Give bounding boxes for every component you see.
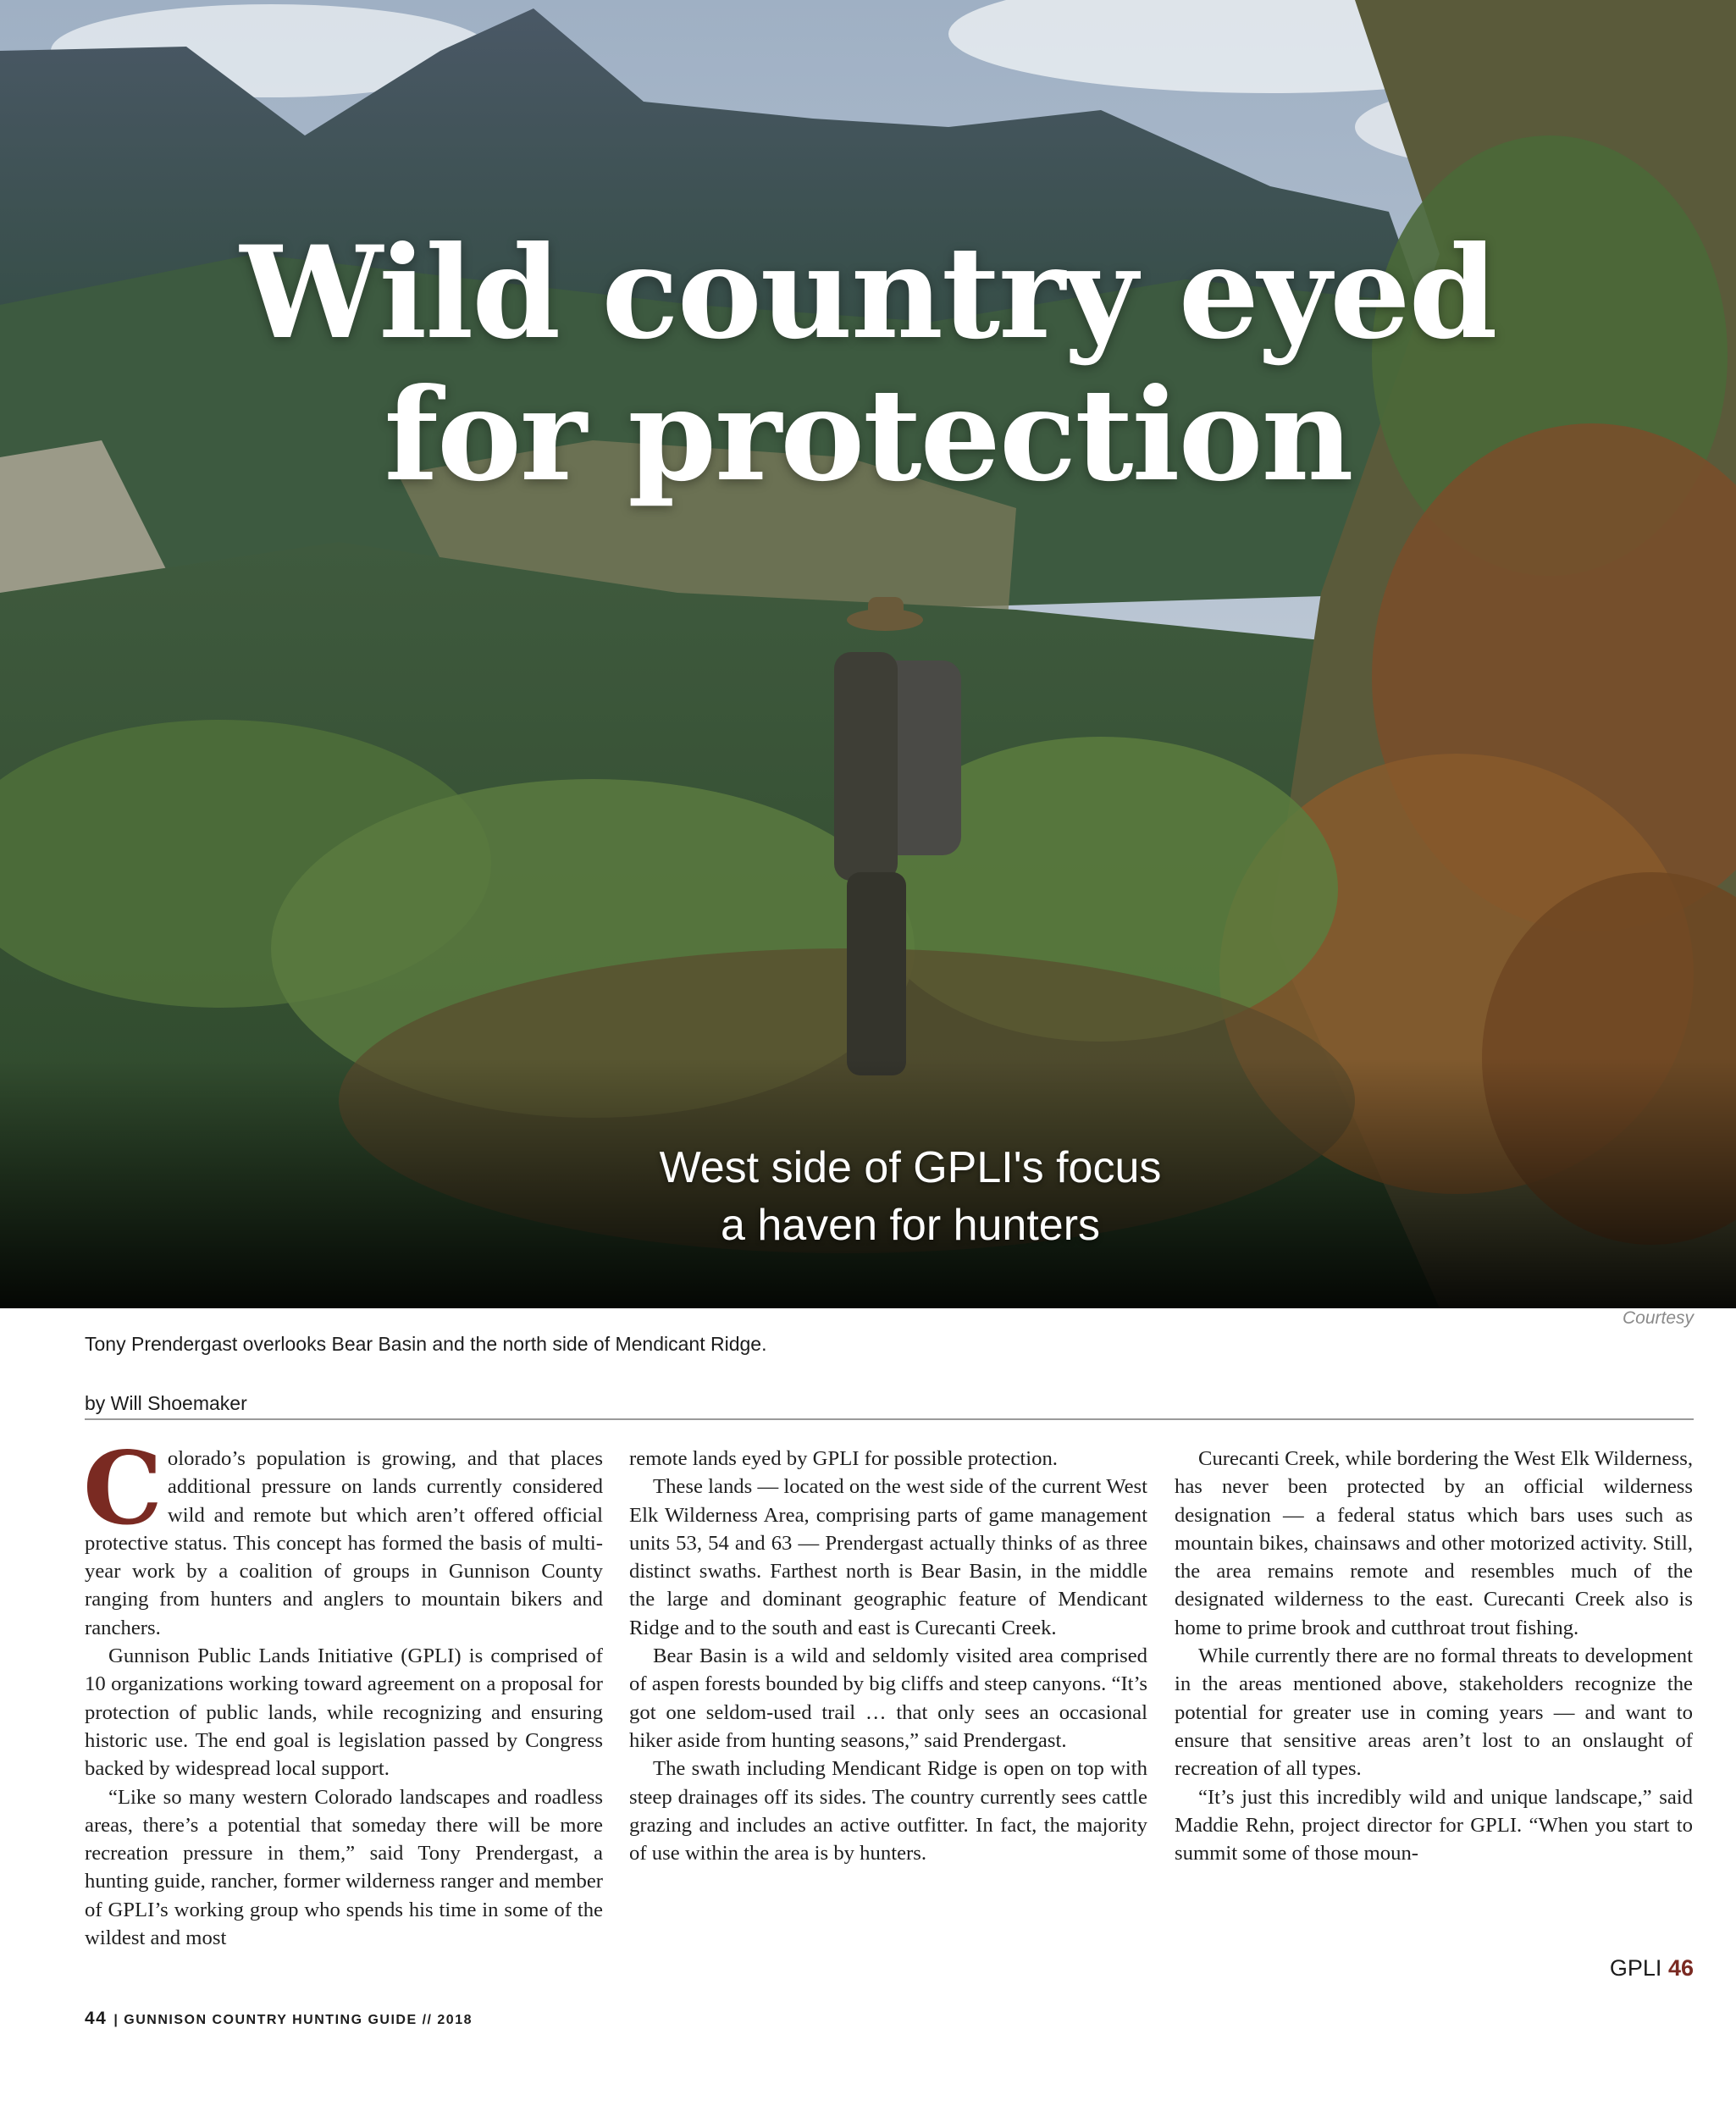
photo-credit: Courtesy bbox=[1622, 1308, 1694, 1328]
photo-caption: Tony Prendergast overlooks Bear Basin and the north side of Mendicant Ridge. bbox=[85, 1333, 767, 1355]
page-footer bbox=[85, 2009, 473, 2029]
paragraph: While currently there are no formal threats to development in the areas mentioned above, stakeholders recognize the potential for greater use in coming years — and want to ensure that sensitive areas aren’t lost to an onslaught of recreation of all types. bbox=[1175, 1644, 1693, 1781]
publication-name: | GUNNISON COUNTRY HUNTING GUIDE // 2018 bbox=[113, 2013, 473, 2027]
paragraph-text: olorado’s population is growing, and that places additional pressure on lands currently considered wild and remote but which aren’t offered official protective status. This concept has formed the basis of multi-year work by a coalition of groups in Gunnison County ranging from hunters and anglers to mountain bikers and ranchers. bbox=[85, 1447, 603, 1639]
paragraph: These lands — located on the west side of the current West Elk Wilderness Area, comprising parts of game management units 53, 54 and 63 — Prendergast actually thinks of as three distinct swaths. Farthest north is Bear Basin, in the middle the large and dominant geographic feature of Mendicant Ridge and to the south and east is Curecanti Creek. bbox=[629, 1475, 1147, 1639]
paragraph: “Like so many western Colorado landscapes and roadless areas, there’s a potential that someday there will be more recreation pressure in them,” said Tony Prendergast, a hunting guide, rancher, former wilderness ranger and member of GPLI’s working group who spends his time in some of the wildest and most bbox=[85, 1785, 603, 1950]
subheadline-line-2: a haven for hunters bbox=[720, 1201, 1101, 1250]
drop-cap: C bbox=[83, 1429, 163, 1547]
paragraph: Bear Basin is a wild and seldomly visited area comprised of aspen forests bounded by big cliffs and steep canyons. “It’s got one seldom-used trail … that only sees an occasional hiker aside from hunting seasons,” said Prendergast. bbox=[629, 1644, 1147, 1752]
byline: by Will Shoemaker bbox=[85, 1392, 247, 1414]
article-column-2 bbox=[629, 1445, 1147, 1867]
continued-page-number: 46 bbox=[1667, 1955, 1694, 1981]
continued-label: GPLI bbox=[1609, 1955, 1662, 1981]
paragraph: remote lands eyed by GPLI for possible protection. bbox=[629, 1447, 1058, 1470]
page-number: 44 bbox=[85, 2009, 108, 2028]
paragraph: Gunnison Public Lands Initiative (GPLI) is comprised of 10 organizations working toward agreement on a proposal for protection of public lands, while recognizing and ensuring historic use. The end goal is legislation passed by Congress backed by widespread local support. bbox=[85, 1644, 603, 1781]
article-column-1 bbox=[83, 1429, 603, 1952]
headline-line-2: for protection bbox=[384, 361, 1352, 510]
continued-marker bbox=[1610, 1955, 1694, 1982]
paragraph: The swath including Mendicant Ridge is open on top with steep drainages off its sides. The country currently sees cattle grazing and includes an active outfitter. In fact, the majority of use within the area is by hunters. bbox=[629, 1757, 1147, 1866]
headline-line-1: Wild country eyed bbox=[240, 218, 1496, 368]
article-column-3 bbox=[1175, 1445, 1693, 1867]
subheadline-line-1: West side of GPLI's focus bbox=[659, 1143, 1162, 1192]
paragraph: “It’s just this incredibly wild and unique landscape,” said Maddie Rehn, project director for GPLI. “When you start to summit some of those moun- bbox=[1175, 1785, 1693, 1866]
paragraph: Curecanti Creek, while bordering the West Elk Wilderness, has never been protected by an official wilderness designation — a federal status which bars uses such as mountain bikes, chainsaws and other motorized activity. Still, the area remains remote and resembles much of the designated wilderness to the east. Curecanti Creek also is home to prime brook and cutthroat trout fishing. bbox=[1175, 1447, 1693, 1639]
paragraph bbox=[83, 1429, 603, 1642]
byline-divider bbox=[85, 1418, 1694, 1420]
